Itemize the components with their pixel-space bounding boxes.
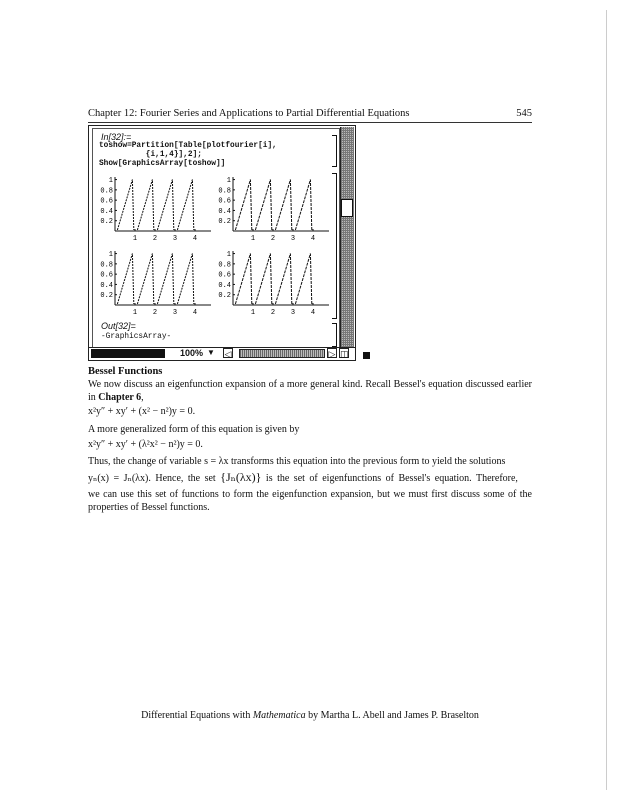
y-tick-label-3: 0.2 [100,292,113,301]
cell-bracket-out[interactable] [332,323,337,347]
fourier-series-line-4 [235,254,311,304]
y-tick-label-1: 0.8 [100,187,113,196]
zoom-dropdown-icon[interactable]: ▼ [207,348,215,357]
x-tick-label-3: 1 [132,309,138,317]
p1-text: We now discuss an eigenfunction expansion of a more general kind. Recall Bessel's equation discussed earlier in [88,379,532,403]
fourier-series-line-3 [117,254,193,304]
paragraph-3: Thus, the change of variable s = λx transforms this equation into the previous form to yield the solutions [88,456,506,467]
x-tick-label-4: 4 [310,309,316,317]
window-title-bar [91,349,165,358]
x-tick-label-1: 3 [172,235,178,243]
y-tick-label-3: 0.6 [100,271,113,280]
mathematica-notebook-window [88,125,356,361]
page-footer [88,710,532,721]
end-of-example-mark [363,352,370,359]
zoom-level[interactable]: 100% [180,348,204,358]
x-tick-label-3: 3 [172,309,178,317]
page-edge-line [606,10,607,790]
y-tick-label-3: 0.4 [100,281,113,290]
y-tick-label-4: 0.2 [218,292,231,301]
x-tick-label-4: 3 [290,309,296,317]
chapter-ref: Chapter 6 [98,392,142,403]
y-tick-label-2: 1 [226,177,231,186]
scroll-right-arrow-icon[interactable]: ▷ [328,349,336,359]
notebook-content [92,128,340,348]
paragraph-5: we can use this set of functions to form the eigenfunction expansion, but we must first discuss some of the properties of Bessel functions. [88,489,532,513]
horizontal-scrollbar[interactable] [239,349,325,358]
code-line-2[interactable]: {i,1,4}],2]; [99,151,202,159]
y-tick-label-4: 0.4 [218,281,231,290]
y-tick-label-1: 1 [108,177,113,186]
y-tick-label-4: 0.8 [218,261,231,270]
equation-1: x²y″ + xy′ + (x² − n²)y = 0. [88,406,196,417]
fourier-series-line-2 [235,180,311,230]
output-label: Out[32]= [101,321,136,331]
x-tick-label-2: 2 [270,235,276,243]
x-tick-label-2: 1 [250,235,256,243]
x-tick-label-4: 2 [270,309,276,317]
x-tick-label-1: 4 [192,235,198,243]
y-tick-label-2: 0.2 [218,218,231,227]
page-number: 545 [516,108,532,119]
vertical-scrollbar[interactable] [340,127,354,347]
header-rule [88,122,532,123]
section-title: Bessel Functions [88,366,163,377]
input-label: In[32]:= [101,132,132,142]
x-tick-label-2: 3 [290,235,296,243]
paragraph-4 [88,471,532,485]
scroll-left-arrow-icon[interactable]: ◁ [224,349,232,359]
x-tick-label-1: 2 [152,235,158,243]
y-tick-label-3: 1 [108,251,113,260]
paragraph-1 [88,378,532,404]
y-tick-label-3: 0.8 [100,261,113,270]
x-tick-label-3: 4 [192,309,198,317]
footer-post: by Martha L. Abell and James P. Braselton [305,710,479,721]
x-tick-label-2: 4 [310,235,316,243]
graphics-array [97,175,329,323]
y-tick-label-1: 0.6 [100,197,113,206]
y-tick-label-1: 0.4 [100,207,113,216]
x-tick-label-1: 1 [132,235,138,243]
fourier-series-line-1 [117,180,193,230]
p4-end: is the set of eigenfunctions of Bessel's equation. Therefore, [265,473,518,484]
output-value: -GraphicsArray- [101,333,172,341]
y-tick-label-2: 0.8 [218,187,231,196]
y-tick-label-4: 1 [226,251,231,260]
footer-italic: Mathematica [252,710,306,721]
chapter-title: Chapter 12: Fourier Series and Applications to Partial Differential Equations [88,108,410,119]
resize-box-icon[interactable]: ◫ [340,349,349,359]
footer-pre: Differential Equations with [141,710,253,721]
cell-bracket-input[interactable] [332,135,337,167]
x-tick-label-4: 1 [250,309,256,317]
paragraph-2: A more generalized form of this equation is given by [88,424,300,435]
y-tick-label-2: 0.4 [218,207,231,216]
code-line-1[interactable]: toshow=Partition[Table[plotfourier[i], [99,142,277,150]
y-tick-label-4: 0.6 [218,271,231,280]
p1-end: , [141,392,144,403]
equation-2: x²y″ + xy′ + (λ²x² − n²)y = 0. [88,439,203,450]
x-tick-label-3: 2 [152,309,158,317]
cell-bracket-output[interactable] [332,173,337,319]
p4-start: yₙ(x) = Jₙ(λx). Hence, the set [88,473,216,484]
scroll-thumb[interactable] [341,199,353,217]
y-tick-label-2: 0.6 [218,197,231,206]
status-bar [89,347,355,360]
eigenfunction-set: {Jₙ(λx)} [220,470,262,484]
y-tick-label-1: 0.2 [100,218,113,227]
code-line-3[interactable]: Show[GraphicsArray[toshow]] [99,160,226,168]
